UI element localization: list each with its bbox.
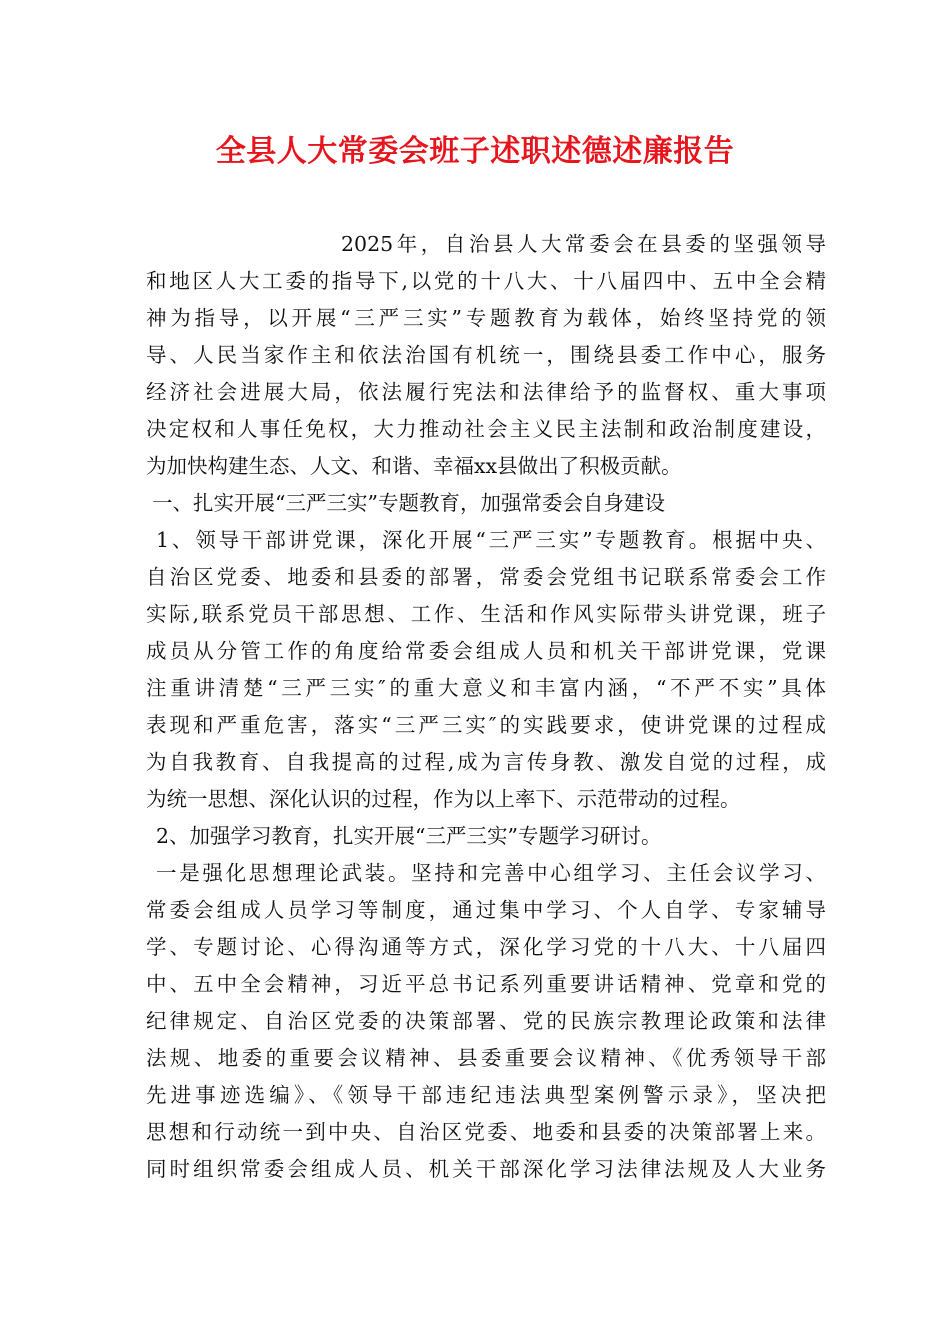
paragraph-line: 纪律规定、自治区党委的决策部署、党的民族宗教理论政策和法律 [146,1009,826,1033]
paragraph-line: 经济社会进展大局，依法履行宪法和法律给予的监督权、重大事项 [146,380,826,404]
paragraph-line: 导、人民当家作主和依法治国有机统一，围绕县委工作中心，服务 [146,343,826,367]
paragraph-line: 一是强化思想理论武装。坚持和完善中心组学习、主任会议学习、 [156,861,826,885]
paragraph-line: 学、专题讨论、心得沟通等方式，深化学习党的十八大、十八届四 [146,935,826,959]
paragraph-line: 2025年，自治县人大常委会在县委的坚强领导 [341,232,826,256]
paragraph-line: 决定权和人事任免权，大力推动社会主义民主法制和政治制度建设， [146,417,826,441]
paragraph-line: 为自我教育、自我提高的过程,成为言传身教、激发自觉的过程，成 [146,750,826,774]
section-heading: 一、扎实开展“三严三实”专题教育，加强常委会自身建设 [152,491,665,515]
paragraph-line: 先进事迹选编》、《领导干部违纪违法典型案例警示录》，坚决把 [146,1083,826,1107]
paragraph-line: 注重讲清楚“三严三实″的重大意义和丰富内涵，“不严不实”具体 [146,676,826,700]
paragraph-line: 神为指导，以开展“三严三实”专题教育为载体，始终坚持党的领 [146,306,826,330]
paragraph-line: 为统一思想、深化认识的过程，作为以上率下、示范带动的过程。 [146,787,741,811]
subsection-heading: 2、加强学习教育，扎实开展“三严三实”专题学习研讨。 [156,824,662,848]
paragraph-line: 1、领导干部讲党课，深化开展“三严三实”专题教育。根据中央、 [156,528,826,552]
paragraph-line: 实际,联系党员干部思想、工作、生活和作风实际带头讲党课，班子 [146,602,826,626]
paragraph-line: 和地区人大工委的指导下,以党的十八大、十八届四中、五中全会精 [146,269,826,293]
document-title: 全县人大常委会班子述职述德述廉报告 [215,134,735,169]
paragraph-line: 法规、地委的重要会议精神、县委重要会议精神、《优秀领导干部 [146,1046,826,1070]
paragraph-line: 常委会组成人员学习等制度，通过集中学习、个人自学、专家辅导 [146,898,826,922]
paragraph-line: 同时组织常委会组成人员、机关干部深化学习法律法规及人大业务 [146,1157,826,1181]
document-body [146,226,826,1188]
paragraph-line: 表现和严重危害，落实“三严三实″的实践要求，使讲党课的过程成 [146,713,826,737]
paragraph-line: 为加快构建生态、人文、和谐、幸福xx县做出了积极贡献。 [146,454,682,478]
paragraph-line: 思想和行动统一到中央、自治区党委、地委和县委的决策部署上来。 [146,1120,826,1144]
paragraph-line: 中、五中全会精神，习近平总书记系列重要讲话精神、党章和党的 [146,972,826,996]
paragraph-line: 自治区党委、地委和县委的部署，常委会党组书记联系常委会工作 [146,565,826,589]
paragraph-line: 成员从分管工作的角度给常委会组成人员和机关干部讲党课，党课 [146,639,826,663]
